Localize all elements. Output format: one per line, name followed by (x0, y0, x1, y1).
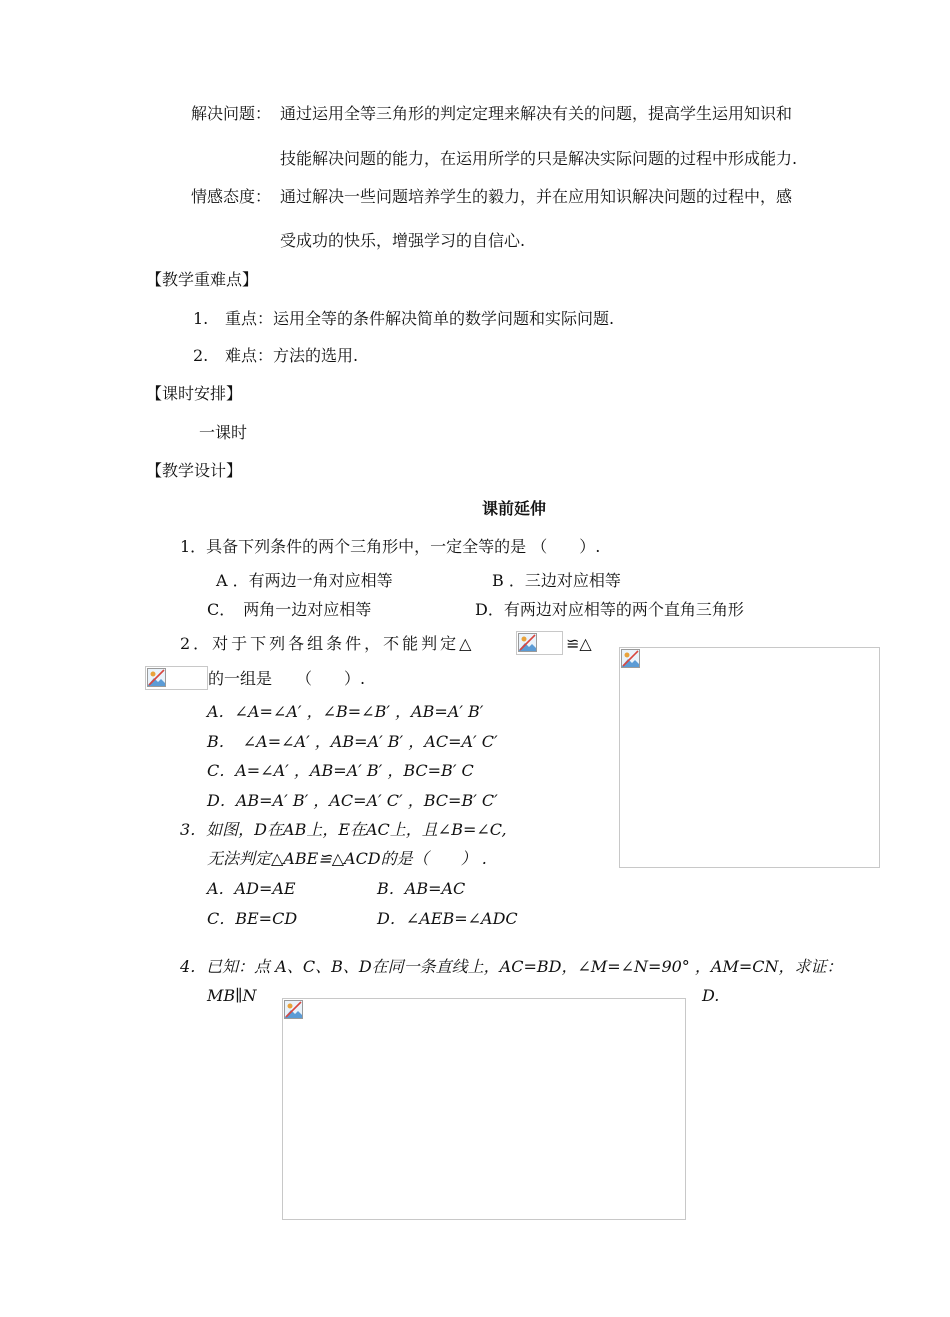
broken-image-icon (284, 1000, 303, 1019)
q1-option-c: C． 两角一边对应相等 (207, 600, 372, 619)
q3-option-d: D．∠AEB=∠ADC (377, 909, 518, 928)
broken-image-figure-q3 (619, 647, 880, 868)
broken-image-icon (621, 649, 640, 668)
schedule-heading: 【课时安排】 (146, 384, 243, 403)
schedule-text: 一课时 (199, 423, 248, 442)
broken-image-triangle-1 (516, 631, 563, 655)
problem-solving-line1: 通过运用全等三角形的判定定理来解决有关的问题，提高学生运用知识和 (280, 104, 793, 123)
q4-line2-right: D. (702, 986, 720, 1005)
problem-solving-label: 解决问题： (191, 104, 272, 123)
q1-option-a: A ．有两边一角对应相等 (216, 571, 393, 590)
attitude-line1: 通过解决一些问题培养学生的毅力，并在应用知识解决问题的过程中，感 (280, 187, 793, 206)
key-point-2-text: 难点：方法的选用. (225, 346, 359, 365)
attitude-label: 情感态度： (191, 187, 272, 206)
key-point-1-num: 1. (193, 309, 209, 328)
q4-stem: 4．已知：点 A、C、B、D在同一条直线上，AC=BD，∠M=∠N=90° ，AM=CN，求证： (180, 957, 843, 976)
q1-option-b: B ．三边对应相等 (492, 571, 621, 590)
design-heading: 【教学设计】 (146, 461, 243, 480)
q2-option-b: B． ∠A=∠A′ ，AB=A′ B′ ，AC=A′ C′ (207, 732, 498, 751)
section-title: 课前延伸 (482, 499, 547, 518)
attitude-line2: 受成功的快乐，增强学习的自信心. (280, 231, 526, 250)
q2-option-d: D．AB=A′ B′ ，AC=A′ C′ ，BC=B′ C′ (207, 791, 498, 810)
q3-option-b: B．AB=AC (377, 879, 466, 898)
broken-image-icon (147, 668, 166, 687)
q2-option-a: A．∠A=∠A′ ，∠B=∠B′ ，AB=A′ B′ (207, 702, 484, 721)
broken-image-icon (518, 633, 537, 652)
q3-option-c: C．BE=CD (207, 909, 298, 928)
broken-image-triangle-2 (145, 666, 208, 690)
q2-cong-symbol: ≌△ (566, 634, 592, 653)
q1-option-d: D．有两边对应相等的两个直角三角形 (475, 600, 744, 619)
q2-option-c: C．A=∠A′ ，AB=A′ B′ ，BC=B′ C (207, 761, 474, 780)
q2-stem-right: 的一组是 （ ）. (208, 669, 366, 688)
problem-solving-line2: 技能解决问题的能力，在运用所学的只是解决实际问题的过程中形成能力. (280, 149, 798, 168)
q3-stem-line1: 3．如图，D在AB上，E在AC上，且∠B=∠C, (180, 820, 507, 839)
q4-line2-left: MB∥N (207, 986, 257, 1005)
key-points-heading: 【教学重难点】 (146, 270, 259, 289)
q3-option-a: A．AD=AE (207, 879, 296, 898)
q2-stem-left: 2．对于下列各组条件，不能判定△ (180, 634, 475, 653)
q1-stem: 1．具备下列条件的两个三角形中，一定全等的是 （ ）. (180, 537, 601, 556)
key-point-1-text: 重点：运用全等的条件解决简单的数学问题和实际问题. (225, 309, 615, 328)
q3-stem-line2: 无法判定△ABE≌△ACD的是（ ） . (207, 849, 487, 868)
broken-image-figure-q4 (282, 998, 686, 1220)
key-point-2-num: 2. (193, 346, 209, 365)
